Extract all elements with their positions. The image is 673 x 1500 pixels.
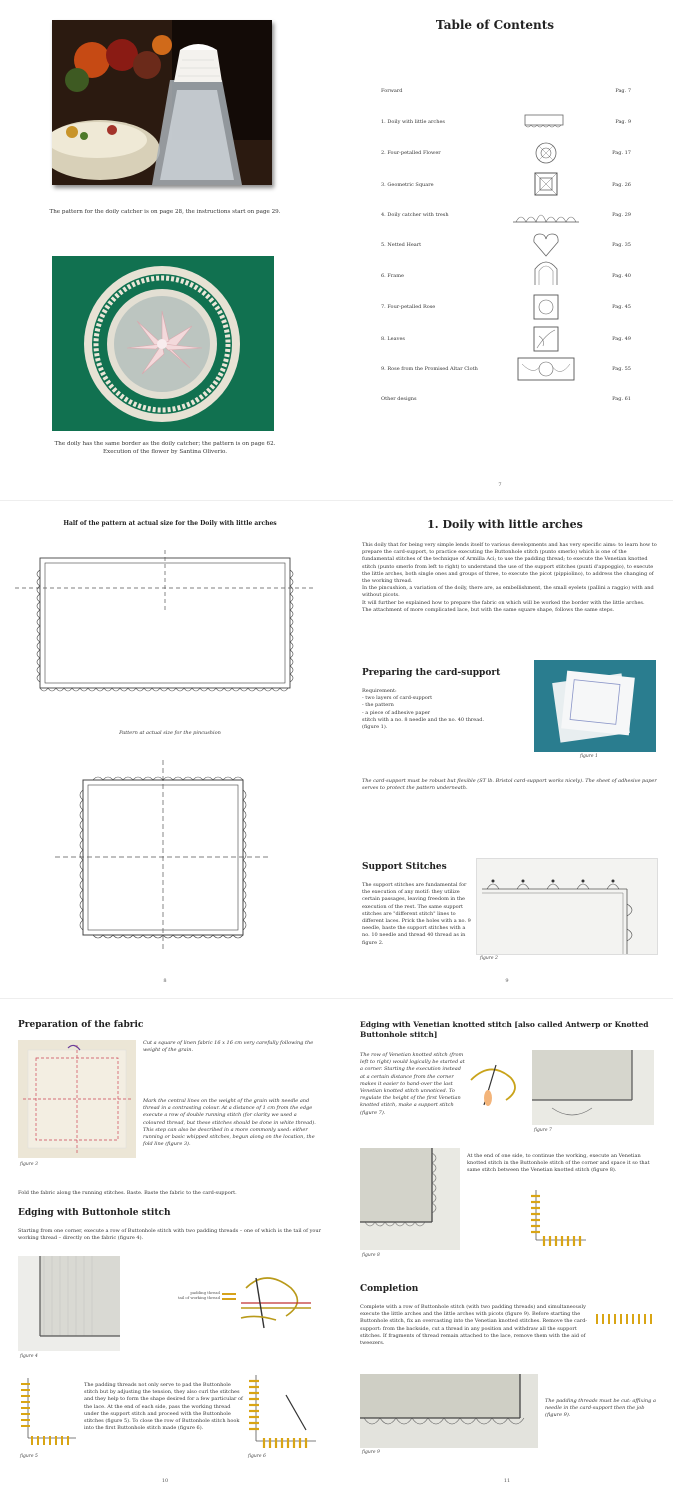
flower-thumbnail-icon <box>521 140 571 166</box>
toc-row-page: Pag. 45 <box>612 304 631 310</box>
doily-illustration <box>52 256 274 431</box>
requirement-line: - a piece of adhesive paper <box>362 709 431 716</box>
geometric-square-thumbnail-icon <box>521 172 571 198</box>
toc-row[interactable] <box>381 394 631 406</box>
toc-row[interactable] <box>381 302 631 314</box>
venetian-text: The row of Venetian knotted stitch (from left to right) would logically be started at a corner. Starting the execution instead at a certain distance from the corner makes it easier to hand-over the last Venetian knotted stitch unnoticed. To regulate the height of the first Venetian knotted stitch, make a support stitch (figure 7). <box>360 1052 465 1116</box>
fabric-cut-text: Cut a square of linen fabric 16 x 16 cm very carefully following the weight of the grain. <box>143 1040 314 1054</box>
figure-4-photo <box>18 1256 120 1351</box>
figure-8-photo <box>360 1148 460 1250</box>
section-heading-card-support: Preparing the card-support <box>362 668 501 678</box>
figure-5-label: figure 5 <box>20 1454 38 1459</box>
toc-row-page: Pag. 26 <box>612 182 631 188</box>
toc-row-page: Pag. 55 <box>612 366 631 372</box>
toc-row-label: 8. Leaves <box>381 336 405 342</box>
chapter-title: 1. Doily with little arches <box>427 518 583 531</box>
toc-row-page: Pag. 29 <box>612 212 631 218</box>
page-number: 11 <box>503 1478 511 1484</box>
needle-diagram <box>236 1268 316 1338</box>
section-heading-buttonhole: Edging with Buttonhole stitch <box>18 1208 171 1218</box>
toc-row-label: 7. Four-petalled Rose <box>381 304 436 310</box>
fabric-mark-text: Mark the central lines on the weight of the grain with needle and thread in a contrasting colour. At a distance of 1 cm from the edge execute a row of double running stitch (for clarity we used a coloured thread, but these stitches should be done in white thread). This step can also be described in a more commonly used: either running or basic whipped stitches, begun along on the location, the fold line (figure 3). <box>143 1098 316 1148</box>
toc-row[interactable] <box>381 334 631 346</box>
padding-threads-text: The padding threads not only serve to pad the Buttonhole stitch but by adjusting the tension, they also curl the stitches and they help to form the shape desired for a few particular of the lace. At the end of each side, pass the working thread under the support stitch and proceed with the Buttonhole stitches (figure 5). To close the row of Buttonhole stitch hook into the first Buttonhole stitch made (figure 6). <box>84 1382 243 1432</box>
spread-divider <box>0 500 673 501</box>
label-working-thread: tail of working thread <box>178 1295 220 1300</box>
toc-row-page: Pag. 17 <box>612 150 631 156</box>
requirement-line: - the pattern <box>362 702 394 709</box>
buttonhole-edge-illustration <box>18 1256 120 1351</box>
toc-row-page: Pag. 9 <box>615 119 631 125</box>
toc-row-label: 9. Rose from the Promised Altar Cloth <box>381 366 478 372</box>
figure-7-photo <box>532 1050 654 1125</box>
padding-cut-note: The padding threads must be cut: affixing a needle in the card-support then the job (figure 9). <box>545 1398 656 1419</box>
card-support-illustration <box>534 660 656 752</box>
spread-divider <box>0 998 673 999</box>
card-support-note: The card-support must be robust but flexible (ST lb. Bristol card-support works nicely). The sheet of adhesive paper serves to protect the pattern underneath. <box>362 778 657 792</box>
toc-title: Table of Contents <box>435 18 555 32</box>
toc-row[interactable] <box>381 117 631 129</box>
figure-1-photo <box>534 660 656 752</box>
figure-7-label: figure 7 <box>534 1128 552 1133</box>
padding-labels <box>150 1290 220 1300</box>
rose-thumbnail-icon <box>521 292 571 322</box>
section-heading-support-stitches: Support Stitches <box>362 862 447 872</box>
arches-thumbnail-icon <box>521 109 571 135</box>
card-support-requirements <box>362 688 522 731</box>
still-life-illustration <box>52 20 272 185</box>
requirement-line: stitch with a no. 8 needle and the no. 40 thread. <box>362 716 485 723</box>
buttonhole-row-icon <box>594 1312 654 1326</box>
leaves-thumbnail-icon <box>521 324 571 354</box>
figure-2-label: figure 2 <box>480 956 498 961</box>
section-heading-completion: Completion <box>360 1284 419 1294</box>
pincushion-pattern-diagram <box>55 760 270 950</box>
heart-thumbnail-icon <box>521 232 571 258</box>
doily-photo <box>52 256 274 431</box>
toc-row-label: 5. Netted Heart <box>381 242 422 248</box>
figure-8-label: figure 8 <box>362 1253 380 1258</box>
toc-row[interactable] <box>381 86 631 98</box>
figure-5-diagram <box>18 1378 76 1450</box>
requirement-line: (figure 1). <box>362 724 388 731</box>
support-stitches-text: The support stitches are fundamental for the execution of any motif: they utilize certain passages, leaving freedom in the execution of the rest. The same support stitches are "different stitch" lines to different laces. Prick the holes with a no. 9 needle, baste the support stitches with a no. 10 needle and thread 40 thread as in figure 2. <box>362 882 471 946</box>
page-number: 9 <box>505 978 509 984</box>
toc-row-page: Pag. 7 <box>615 88 631 94</box>
section-heading-fabric: Preparation of the fabric <box>18 1020 144 1030</box>
corner-stitch-illustration <box>360 1148 460 1250</box>
doily-catcher-thumbnail-icon <box>511 202 581 228</box>
intro-paragraph: The attachment of more complicated lace, but with the same square shape, follows the same steps. <box>362 606 615 613</box>
intro-paragraph: This doily that for being very simple lends itself to various developments and has very specific aims: to learn how to prepare the card-support, to practice executing the Buttonhole stitch (punto smerlo) which is one of the fundamental stitches of the technique of Armilla Aci; to use the padding thread; to execute the Venetian knotted stitch (punto smerlo from left to right) to understand the use of the support stitches (punti d'appoggio), to execute the little arches, both single ones and groups of three, to execute the picot (pippiolino), to address the changing of the working thread. <box>362 542 657 585</box>
support-stitches-illustration <box>477 859 657 954</box>
toc-row-page: Pag. 40 <box>612 273 631 279</box>
toc-row-label: 4. Doily catcher with tresh <box>381 212 449 218</box>
venetian-stitch-illustration <box>532 1050 654 1125</box>
still-life-photo <box>52 20 272 185</box>
caption-flower-credit: Execution of the flower by Santina Oliverio. <box>102 449 228 455</box>
fabric-square-illustration <box>18 1040 136 1158</box>
toc-row-label: Other designs <box>381 396 417 402</box>
intro-paragraph: It will further be explained how to prepare the fabric on which will be worked the border with the little arches. <box>362 599 645 606</box>
figure-3-photo <box>18 1040 136 1158</box>
figure-6-label: figure 6 <box>248 1454 266 1459</box>
half-pattern-diagram <box>15 550 315 700</box>
corner-knot-diagram <box>530 1190 586 1250</box>
toc-row-label: 2. Four-petalled Flower <box>381 150 441 156</box>
figure-6-diagram <box>246 1375 316 1453</box>
toc-row-label: 1. Doily with little arches <box>381 119 445 125</box>
page-number: 10 <box>161 1478 169 1484</box>
toc-row-page: Pag. 49 <box>612 336 631 342</box>
buttonhole-text: Starting from one corner, execute a row of Buttonhole stitch with two padding threads – one of which is the tail of your working thread – directly on the fabric (figure 4). <box>18 1228 322 1242</box>
figure-4-label: figure 4 <box>20 1354 38 1359</box>
toc-row-page: Pag. 35 <box>612 242 631 248</box>
pincushion-caption: Pattern at actual size for the pincushion <box>119 730 221 736</box>
page-number: 7 <box>498 482 502 488</box>
toc-row-label: 3. Geometric Square <box>381 182 434 188</box>
toc-row-label: Forward <box>381 88 403 94</box>
caption-doily-catcher: The pattern for the doily catcher is on page 28, the instructions start on page 29. <box>49 209 281 215</box>
toc-row[interactable] <box>381 364 631 376</box>
toc-row[interactable] <box>381 148 631 160</box>
fold-text: Fold the fabric along the running stitches. Baste. Baste the fabric to the card-support. <box>18 1190 237 1196</box>
toc-row[interactable] <box>381 180 631 192</box>
thread-legend-icon <box>222 1290 236 1304</box>
toc-row-label: 6. Frame <box>381 273 404 279</box>
toc-row[interactable] <box>381 271 631 283</box>
completion-text: Complete with a row of Buttonhole stitch (with two padding threads) and simultaneously execute the little arches and the little arches with picots (figure 9). Before starting the Buttonhole stitch, fix an overcasting into the Venetian knotted stitches. Remove the card-support: from the backside, cut a thread in any position and withdraw all the support stitches. If fragments of thread remain attached to the lace, remove them with the aid of tweezers. <box>360 1304 588 1347</box>
section-heading-venetian: Edging with Venetian knotted stitch [also called Antwerp or Knotted Buttonhole stitch] <box>360 1020 649 1039</box>
figure-2-photo <box>476 858 658 955</box>
altar-rose-thumbnail-icon <box>516 356 576 382</box>
toc-row[interactable] <box>381 240 631 252</box>
figure-1-label: figure 1 <box>580 754 598 759</box>
label-padding-thread: padding thread <box>190 1290 220 1295</box>
toc-row-page: Pag. 61 <box>612 396 631 402</box>
pattern-title: Half of the pattern at actual size for the Doily with little arches <box>63 520 277 527</box>
corner-text: At the end of one side, to continue the working, execute an Venetian knotted stitch in the Buttonhole stitch of the corner and space it so that same stitch between the Venetian knotted stitch (figure 8). <box>467 1153 650 1174</box>
figure-3-label: figure 3 <box>20 1162 38 1167</box>
toc-row[interactable] <box>381 210 631 222</box>
frame-thumbnail-icon <box>521 257 571 287</box>
page-number: 8 <box>163 978 167 984</box>
completed-edge-illustration <box>360 1374 538 1448</box>
chapter-intro <box>362 542 657 614</box>
knot-diagram <box>466 1060 526 1110</box>
requirement-line: Requirement: <box>362 688 397 694</box>
intro-paragraph: In the pincushion, a variation of the doily, there are, as embellishment, the small eyelets (pallini a raggio) with and without picots. <box>362 585 654 599</box>
caption-doily: The doily has the same border as the doily catcher; the pattern is on page 62. <box>54 441 276 447</box>
figure-9-photo <box>360 1374 538 1448</box>
requirement-line: - two layers of card-support <box>362 695 433 702</box>
figure-9-label: figure 9 <box>362 1450 380 1455</box>
